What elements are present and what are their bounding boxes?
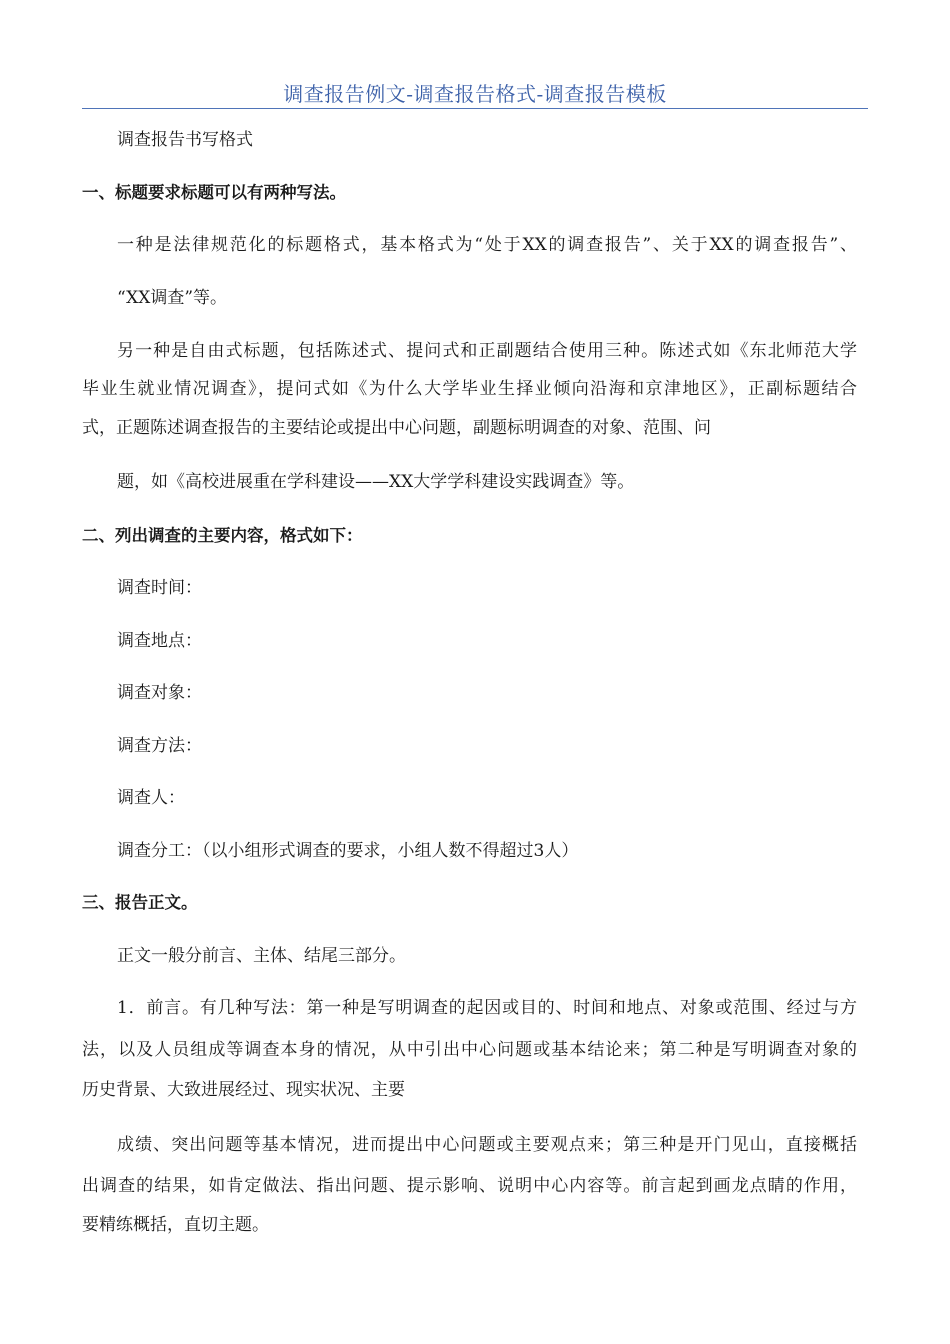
list-item: 调查人：: [117, 788, 185, 808]
paragraph-line: 要精练概括，直切主题。: [82, 1215, 269, 1235]
section-2-heading: 二、列出调查的主要内容，格式如下：: [82, 526, 363, 545]
section-1-heading: 一、标题要求标题可以有两种写法。: [82, 183, 346, 202]
page-header: [82, 80, 868, 109]
intro-line: 调查报告书写格式: [117, 130, 253, 150]
list-item: 调查时间：: [117, 578, 202, 598]
paragraph-line: 式，正题陈述调查报告的主要结论或提出中心问题，副题标明调查的对象、范围、问: [82, 418, 711, 438]
paragraph-line: 毕业生就业情况调查》，提问式如《为什么大学毕业生择业倾向沿海和京津地区》，正副标题结合: [82, 379, 857, 399]
paragraph-line: 题，如《高校进展重在学科建设——XX大学学科建设实践调查》等。: [117, 472, 635, 492]
list-item: 调查对象：: [117, 683, 202, 703]
list-item: 调查分工：（以小组形式调查的要求，小组人数不得超过3人）: [117, 841, 579, 861]
paragraph-line: 1．前言。有几种写法：第一种是写明调查的起因或目的、时间和地点、对象或范围、经过与方: [117, 998, 857, 1018]
paragraph-line: 一种是法律规范化的标题格式，基本格式为“处于XX的调查报告”、关于XX的调查报告”、: [117, 235, 857, 255]
section-3-heading: 三、报告正文。: [82, 893, 198, 912]
paragraph-line: “XX调查”等。: [117, 288, 228, 308]
list-item: 调查方法：: [117, 736, 202, 756]
paragraph-line: 出调查的结果，如肯定做法、指出问题、提示影响、说明中心内容等。前言起到画龙点睛的作用，: [82, 1176, 857, 1196]
paragraph-line: 另一种是自由式标题，包括陈述式、提问式和正副题结合使用三种。陈述式如《东北师范大学: [117, 341, 857, 361]
paragraph-line: 法，以及人员组成等调查本身的情况，从中引出中心问题或基本结论来；第二种是写明调查对象的: [82, 1040, 857, 1060]
paragraph-line: 历史背景、大致进展经过、现实状况、主要: [82, 1080, 405, 1100]
page-title: 调查报告例文-调查报告格式-调查报告模板: [283, 82, 667, 106]
list-item: 调查地点：: [117, 631, 202, 651]
paragraph-line: 正文一般分前言、主体、结尾三部分。: [117, 946, 406, 966]
paragraph-line: 成绩、突出问题等基本情况，进而提出中心问题或主要观点来；第三种是开门见山，直接概括: [117, 1135, 857, 1155]
